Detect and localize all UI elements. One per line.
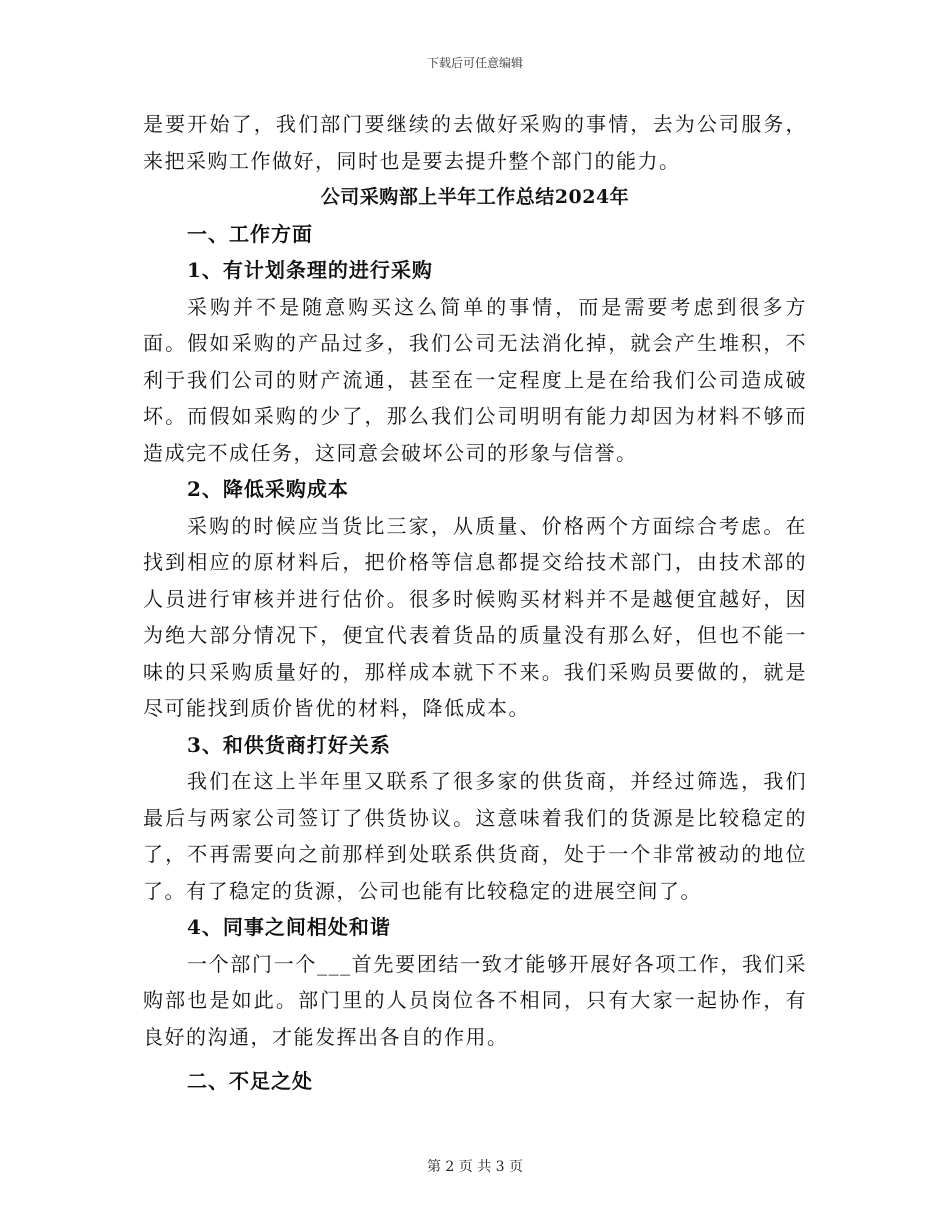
- item-paragraph-4: 一个部门一个___首先要团结一致才能够开展好各项工作，我们采购部也是如此。部门里的人员岗位各不相同，只有大家一起协作，有良好的沟通，才能发挥出各自的作用。: [143, 951, 807, 1049]
- section-heading-work: 一、工作方面: [187, 221, 313, 246]
- item-paragraph-1: 采购并不是随意购买这么简单的事情，而是需要考虑到很多方面。假如采购的产品过多，我们公司无法消化掉，就会产生堆积，不利于我们公司的财产流通，甚至在一定程度上是在给我们公司造成破坏。而假如采购的少了，那么我们公司明明有能力却因为材料不够而造成完不成任务，这同意会破坏公司的形象与信誉。: [143, 294, 807, 465]
- item-heading-3: 3、和供货商打好关系: [187, 732, 391, 757]
- item-heading-4: 4、同事之间相处和谐: [187, 915, 391, 939]
- page-header: 下载后可任意编辑: [426, 56, 523, 70]
- item-heading-2: 2、降低采购成本: [187, 477, 349, 501]
- section-heading-shortcomings: 二、不足之处: [187, 1069, 313, 1093]
- document-title: 公司采购部上半年工作总结2024年: [320, 186, 630, 208]
- page-footer: 第 2 页 共 3 页: [426, 1159, 524, 1175]
- item-heading-1: 1、有计划条理的进行采购: [187, 258, 433, 282]
- document-body: [143, 106, 807, 1100]
- item-paragraph-3: 我们在这上半年里又联系了很多家的供货商，并经过筛选，我们最后与两家公司签订了供货协议。这意味着我们的货源是比较稳定的了，不再需要向之前那样到处联系供货商，处于一个非常被动的地位了。有了稳定的货源，公司也能有比较稳定的进展空间了。: [143, 769, 807, 903]
- intro-paragraph: 是要开始了，我们部门要继续的去做好采购的事情，去为公司服务，来把采购工作做好，同时也是要去提升整个部门的能力。: [143, 112, 807, 173]
- item-paragraph-2: 采购的时候应当货比三家，从质量、价格两个方面综合考虑。在找到相应的原材料后，把价格等信息都提交给技术部门，由技术部的人员进行审核并进行估价。很多时候购买材料并不是越便宜越好，因为绝大部分情况下，便宜代表着货品的质量没有那么好，但也不能一味的只采购质量好的，那样成本就下不来。我们采购员要做的，就是尽可能找到质价皆优的材料，降低成本。: [143, 513, 807, 720]
